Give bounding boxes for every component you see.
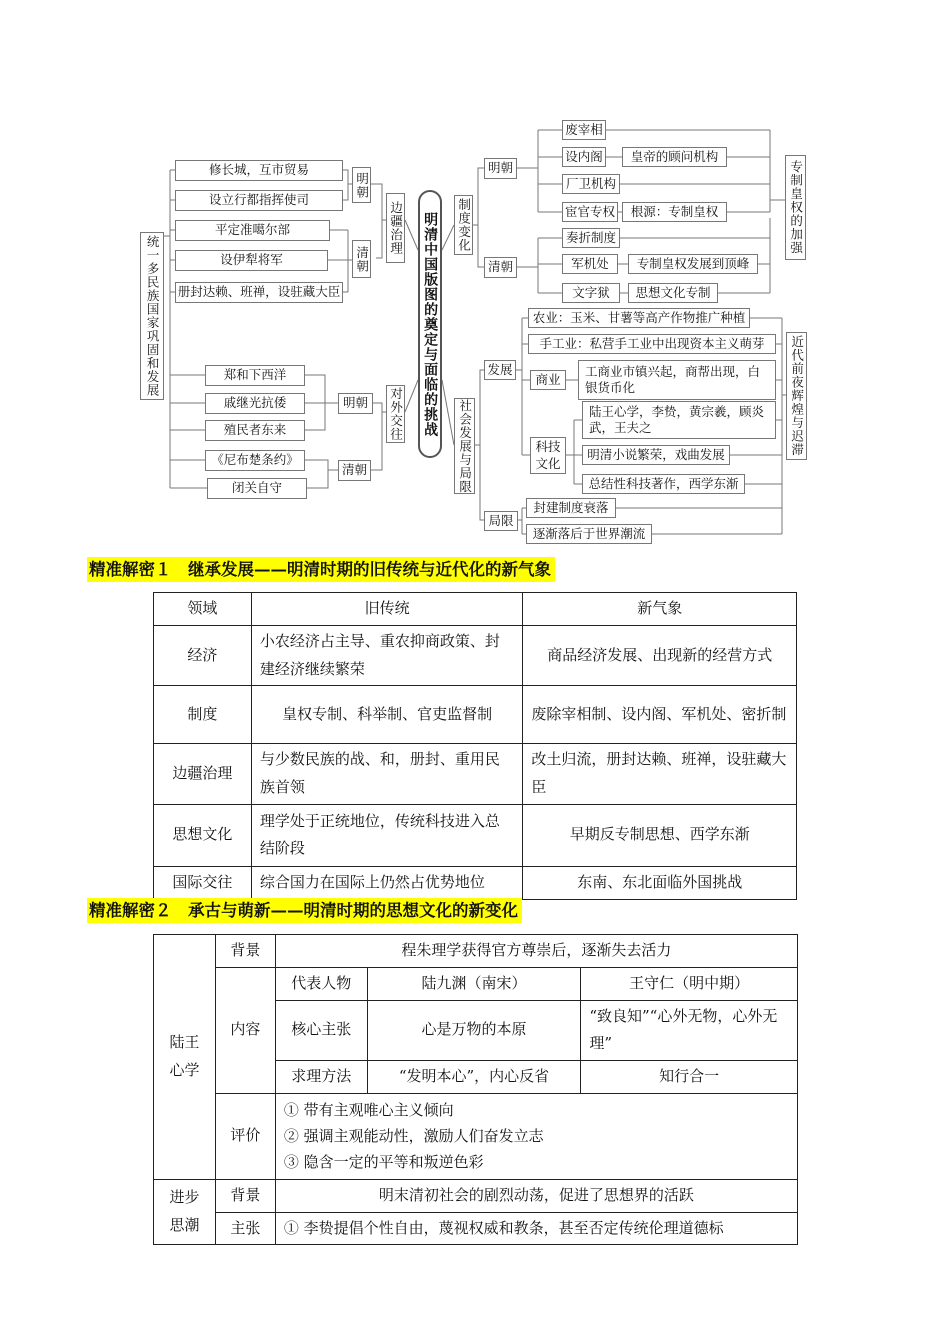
system-old: 皇权专制、科举制、官吏监督制 xyxy=(251,686,523,744)
system-new: 废除宰相制、设内阁、军机处、密折制 xyxy=(523,686,797,744)
thought-old: 理学处于正统地位，传统科技进入总结阶段 xyxy=(251,804,523,866)
nerchinsk-node: 《尼布楚条约》 xyxy=(205,450,305,471)
eunuch-root-note: 根源：专制皇权 xyxy=(622,202,727,222)
ili-general-node: 设伊犁将军 xyxy=(175,250,328,271)
border-old: 与少数民族的战、和，册封、重用民族首领 xyxy=(251,744,523,805)
qijiguang-node: 戚继光抗倭 xyxy=(205,393,305,414)
progress-background-text: 明末清初社会的剧烈动荡，促进了思想界的活跃 xyxy=(275,1179,797,1212)
center-topic-node: 明清中国版图的奠定与面临的挑战 xyxy=(418,190,442,458)
commerce-note: 工商业市镇兴起，商帮出现，白银货币化 xyxy=(578,360,776,400)
thought-change-table xyxy=(153,934,798,1245)
border-governance-node: 边疆治理 xyxy=(386,193,405,263)
colonists-node: 殖民者东来 xyxy=(205,420,305,441)
wang-core: “致良知”“心外无物，心外无理” xyxy=(581,1000,798,1061)
closed-door-node: 闭关自守 xyxy=(207,478,307,499)
lu-jiuyuan: 陆九渊（南宋） xyxy=(367,967,581,1000)
background-text: 程朱理学获得官方尊崇后，逐渐失去活力 xyxy=(275,935,797,968)
foreign-ming-node: 明朝 xyxy=(338,393,373,414)
memorial-system-node: 奏折制度 xyxy=(562,228,620,248)
philosophers-note: 陆王心学，李贽，黄宗羲，顾炎武，王夫之 xyxy=(582,401,776,439)
section2-title: 精准解密２ 承古与萌新——明清时期的思想文化的新变化 xyxy=(87,898,522,923)
abolish-chancellor-node: 废宰相 xyxy=(562,120,606,140)
limits-node: 局限 xyxy=(484,511,518,531)
evaluation-item: ① 带有主观唯心主义倾向 xyxy=(283,1100,454,1119)
progressive-text: 进步思潮 xyxy=(169,1188,200,1234)
unify-nation-node: 统一多民族国家巩固和发展 xyxy=(140,232,164,400)
thought-new: 早期反专制思想、西学东渐 xyxy=(523,804,797,866)
border-qing-node: 清朝 xyxy=(352,240,371,278)
international-old: 综合国力在国际上仍然占优势地位 xyxy=(251,866,523,899)
header-field: 领域 xyxy=(154,593,252,626)
representative-label: 代表人物 xyxy=(275,967,367,1000)
content-label: 内容 xyxy=(215,967,275,1093)
evaluation-label: 评价 xyxy=(215,1093,275,1179)
military-command-node: 设立行都指挥使司 xyxy=(175,190,343,211)
core-label: 核心主张 xyxy=(275,1000,367,1061)
claim-text: ① 李贽提倡个性自由，蔑视权威和教条，甚至否定传统伦理道德标 xyxy=(275,1212,797,1245)
border-new: 改土归流，册封达赖、班禅，设驻藏大臣 xyxy=(523,744,797,805)
grand-secretariat-node: 设内阁 xyxy=(562,147,606,167)
border-ming-node: 明朝 xyxy=(352,167,371,203)
international-new: 东南、东北面临外国挑战 xyxy=(523,866,797,899)
western-learning-note: 总结性科技著作，西学东渐 xyxy=(582,474,745,494)
science-culture-node: 科技文化 xyxy=(530,437,566,474)
novels-note: 明清小说繁荣，戏曲发展 xyxy=(582,445,730,465)
row-label-international: 国际交往 xyxy=(154,866,252,899)
tradition-modern-table xyxy=(153,592,797,900)
thought-control-note: 思想文化专制 xyxy=(628,283,718,303)
grand-council-node: 军机处 xyxy=(562,254,618,274)
advisory-note: 皇帝的顾问机构 xyxy=(622,147,727,167)
literary-inquisition-node: 文字狱 xyxy=(562,283,620,303)
brilliance-stagnation-node: 近代前夜辉煌与迟滞 xyxy=(786,332,807,460)
progressive-label xyxy=(154,1179,216,1245)
claim-label: 主张 xyxy=(215,1212,275,1245)
row-label-economy: 经济 xyxy=(154,625,252,686)
development-node: 发展 xyxy=(484,360,516,380)
evaluation-list xyxy=(275,1093,797,1179)
system-change-node: 制度变化 xyxy=(454,195,473,255)
lu-method: “发明本心”，内心反省 xyxy=(367,1061,581,1094)
secret-police-node: 厂卫机构 xyxy=(562,174,620,194)
tibet-minister-node: 册封达赖、班禅，设驻藏大臣 xyxy=(175,282,343,303)
right-qing-node: 清朝 xyxy=(484,257,517,278)
evaluation-item: ③ 隐含一定的平等和叛逆色彩 xyxy=(283,1153,484,1172)
lu-core: 心是万物的本原 xyxy=(367,1000,581,1061)
row-label-system: 制度 xyxy=(154,686,252,744)
social-development-node: 社会发展与局限 xyxy=(454,398,475,494)
falling-behind-node: 逐渐落后于世界潮流 xyxy=(526,524,652,544)
autocracy-strengthen-node: 专制皇权的加强 xyxy=(785,155,806,260)
right-ming-node: 明朝 xyxy=(484,158,517,179)
background-label: 背景 xyxy=(215,935,275,968)
great-wall-node: 修长城，互市贸易 xyxy=(175,160,343,181)
section1-title: 精准解密１ 继承发展——明清时期的旧传统与近代化的新气象 xyxy=(87,557,555,582)
luwang-label xyxy=(154,935,216,1180)
wang-method: 知行合一 xyxy=(581,1061,798,1094)
autocracy-peak-note: 专制皇权发展到顶峰 xyxy=(628,254,758,274)
row-label-thought: 思想文化 xyxy=(154,804,252,866)
wang-shouren: 王守仁（明中期） xyxy=(581,967,798,1000)
progress-background-label: 背景 xyxy=(215,1179,275,1212)
eunuch-power-node: 宦官专权 xyxy=(562,202,618,222)
economy-new: 商品经济发展、出现新的经营方式 xyxy=(523,625,797,686)
method-label: 求理方法 xyxy=(275,1061,367,1094)
handicraft-node: 手工业：私营手工业中出现资本主义萌芽 xyxy=(528,334,776,354)
row-label-border: 边疆治理 xyxy=(154,744,252,805)
mind-map xyxy=(0,0,950,550)
economy-old: 小农经济占主导、重农抑商政策、封建经济继续繁荣 xyxy=(251,625,523,686)
header-new-atmosphere: 新气象 xyxy=(523,593,797,626)
pacify-dzungar-node: 平定准噶尔部 xyxy=(175,220,330,241)
evaluation-item: ② 强调主观能动性，激励人们奋发立志 xyxy=(283,1127,544,1146)
agriculture-node: 农业：玉米、甘薯等高产作物推广种植 xyxy=(528,308,750,328)
feudal-decline-node: 封建制度衰落 xyxy=(526,498,616,518)
foreign-relations-node: 对外交往 xyxy=(386,385,405,443)
foreign-qing-node: 清朝 xyxy=(338,460,371,481)
luwang-text: 陆王心学 xyxy=(169,1033,200,1079)
commerce-node: 商业 xyxy=(530,370,566,390)
header-old-tradition: 旧传统 xyxy=(251,593,523,626)
zhenghe-node: 郑和下西洋 xyxy=(205,365,305,386)
